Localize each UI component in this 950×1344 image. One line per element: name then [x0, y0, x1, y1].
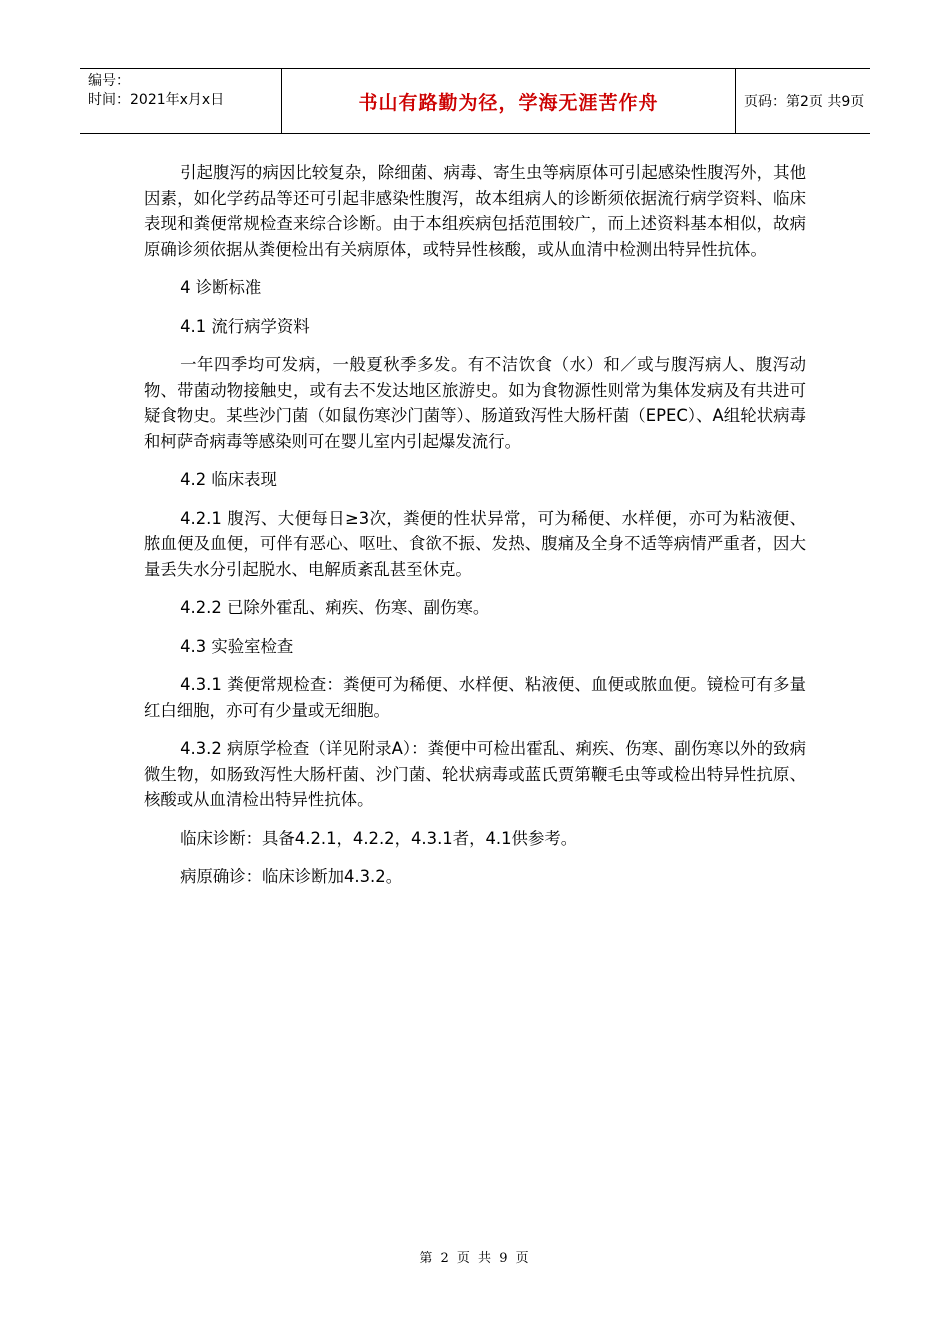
paragraph-4-2-2: 4.2.2 已除外霍乱、痢疾、伤寒、副伤寒。: [180, 598, 490, 617]
page-footer: 第 2 页 共 9 页: [419, 1251, 531, 1266]
paragraph-4-3-2: 4.3.2 病原学检查（详见附录A）：粪便中可检出霍乱、痢疾、伤寒、副伤寒以外的致病微生物，如肠致泻性大肠杆菌、沙门菌、轮状病毒或蓝氏贾第鞭毛虫等或检出特异性抗原、核酸或从血清检出特异性抗体。: [144, 739, 806, 809]
paragraph-4-3-1: 4.3.1 粪便常规检查：粪便可为稀便、水样便、粘液便、血便或脓血便。镜检可有多量红白细胞，亦可有少量或无细胞。: [144, 675, 806, 720]
paragraph-clinical-diagnosis: 临床诊断：具备4.2.1，4.2.2，4.3.1者，4.1供参考。: [180, 828, 578, 848]
header-page-info: 页码：第2页 共9页: [744, 94, 865, 110]
header-meta: [80, 69, 282, 133]
paragraph-epidemiology: 一年四季均可发病，一般夏秋季多发。有不洁饮食（水）和／或与腹泻病人、腹泻动物、带菌动物接触史，或有去不发达地区旅游史。如为食物源性则常为集体发病及有共进可疑食物史。某些沙门菌（如鼠伤寒沙门菌等）、肠道致泻性大肠杆菌（EPEC）、A组轮状病毒和柯萨奇病毒等感染则可在婴儿室内引起爆发流行。: [144, 355, 806, 451]
section-heading-4-3: 4.3 实验室检查: [180, 636, 294, 656]
section-heading-4-1: 4.1 流行病学资料: [180, 316, 310, 336]
document-time-label: 时间：2021年x月x日: [88, 92, 225, 108]
document-body: [144, 160, 806, 903]
section-heading-4-2: 4.2 临床表现: [180, 470, 277, 489]
header-motto: 书山有路勤为径，学海无涯苦作舟: [282, 69, 736, 133]
paragraph-4-2-1: 4.2.1 腹泻、大便每日≥3次，粪便的性状异常，可为稀便、水样便，亦可为粘液便、脓血便及血便，可伴有恶心、呕吐、食欲不振、发热、腹痛及全身不适等病情严重者，因大量丢失水分引起脱水、电解质紊乱甚至休克。: [144, 508, 806, 579]
document-number-label: 编号：: [88, 73, 130, 89]
section-heading-4: 4 诊断标准: [180, 278, 262, 297]
paragraph-pathogen-confirmation: 病原确诊：临床诊断加4.3.2。: [180, 867, 403, 886]
page-header: [80, 68, 870, 134]
paragraph-intro: 引起腹泻的病因比较复杂，除细菌、病毒、寄生虫等病原体可引起感染性腹泻外，其他因素，如化学药品等还可引起非感染性腹泻，故本组病人的诊断须依据流行病学资料、临床表现和粪便常规检查来综合诊断。由于本组疾病包括范围较广，而上述资料基本相似，故病原确诊须依据从粪便检出有关病原体，或特异性核酸，或从血清中检测出特异性抗体。: [144, 163, 806, 259]
